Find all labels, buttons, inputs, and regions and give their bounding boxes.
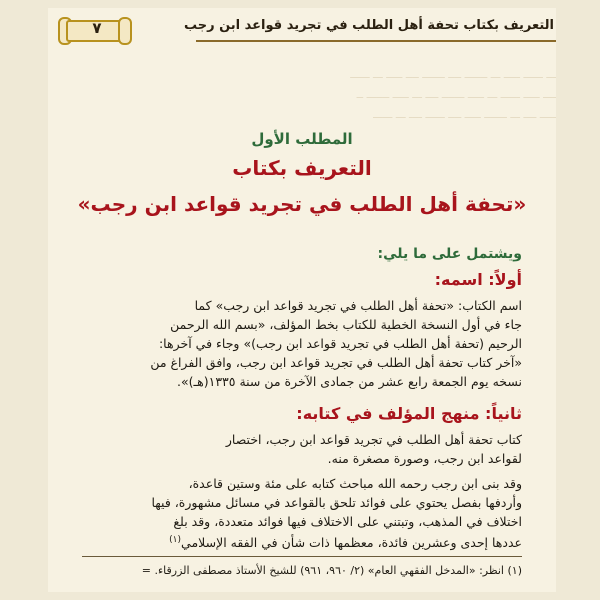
book-page [48,8,556,592]
section-title-line2: «تحفة أهل الطلب في تجريد قواعد ابن رجب» [77,192,527,216]
second-paragraph-2 [82,474,522,552]
paragraph-line: وقد بنى ابن رجب رحمه الله مباحث كتابه على مئة وستين قاعدة، [188,476,522,491]
footnote: (١) انظر: «المدخل الفقهي العام» (٢/ ٩٦٠، ٩٦١) للشيخ الأستاذ مصطفى الزرقاء. = [141,564,522,577]
footnote-rule [82,556,522,557]
paragraph-line: وأردفها بفصل يحتوي على فوائد تلحق بالقواعد في مسائل مشهورة، فيها [151,495,522,510]
bleed-through-text: ـــــ ــــ ـــ ـــــــ ـــــ ــــ ــــــ ــــ ـــ ــــــ [373,108,556,121]
paragraph-line: اسم الكتاب: «تحفة أهل الطلب في تجريد قواعد ابن رجب» كما [194,298,522,313]
header-rule [196,40,556,42]
paragraph-line: «آخر كتاب تحفة أهل الطلب في تجريد قواعد ابن رجب، وافق الفراغ من [150,355,522,370]
paragraph-line [82,531,522,552]
section-title-line1: التعريف بكتاب [232,156,372,180]
paragraph-line: الرحيم (تحفة أهل الطلب في تجريد قواعد ابن رجب)» وجاء في آخرها: [158,336,522,351]
paragraph-line: نسخه يوم الجمعة رابع عشر من جمادى الآخرة من سنة ١٣٣٥(هـ)». [176,374,522,389]
running-header-title: التعريف بكتاب تحفة أهل الطلب في تجريد قواعد ابن رجب [183,18,554,33]
paragraph-text: عددها إحدى وعشرين فائدة، معظمها ذات شأن في الفقه الإسلامي [181,535,522,551]
page-number-scroll-frame [58,16,132,44]
first-heading: أولاً: اسمه: [434,270,522,289]
first-paragraph [82,296,522,391]
paragraph-line: كتاب تحفة أهل الطلب في تجريد قواعد ابن رجب، اختصار [225,432,522,447]
footnote-marker[interactable]: (١) [169,535,182,545]
bleed-through-text: ــــ ـــــ ــــــ ـــ ـــــ ـــــــ ــــ ـــ ـــــ ـــــــ ــ [356,88,556,101]
second-paragraph-1 [82,430,522,468]
second-heading: ثانياً: منهج المؤلف في كتابه: [296,404,522,423]
paragraph-line: لقواعد ابن رجب، وصورة مصغرة منه. [327,451,522,466]
bleed-through-text: ـــ ــــــ ـــــ ـــ ـــــــ ــــ ـــــــ ــــ ـــــ ـــ ــــــ [350,68,556,81]
intro-line: ويشتمل على ما يلي: [377,246,522,262]
paragraph-line: اختلاف في المذهب، وتبتني على الاختلاف فيها فوائد متعددة، وقد بلغ [173,514,522,529]
paragraph-line: جاء في أول النسخة الخطية للكتاب بخط المؤلف، «بسم الله الرحمن [170,317,522,332]
page-number: ٧ [92,19,102,37]
section-label: المطلب الأول [251,130,353,148]
